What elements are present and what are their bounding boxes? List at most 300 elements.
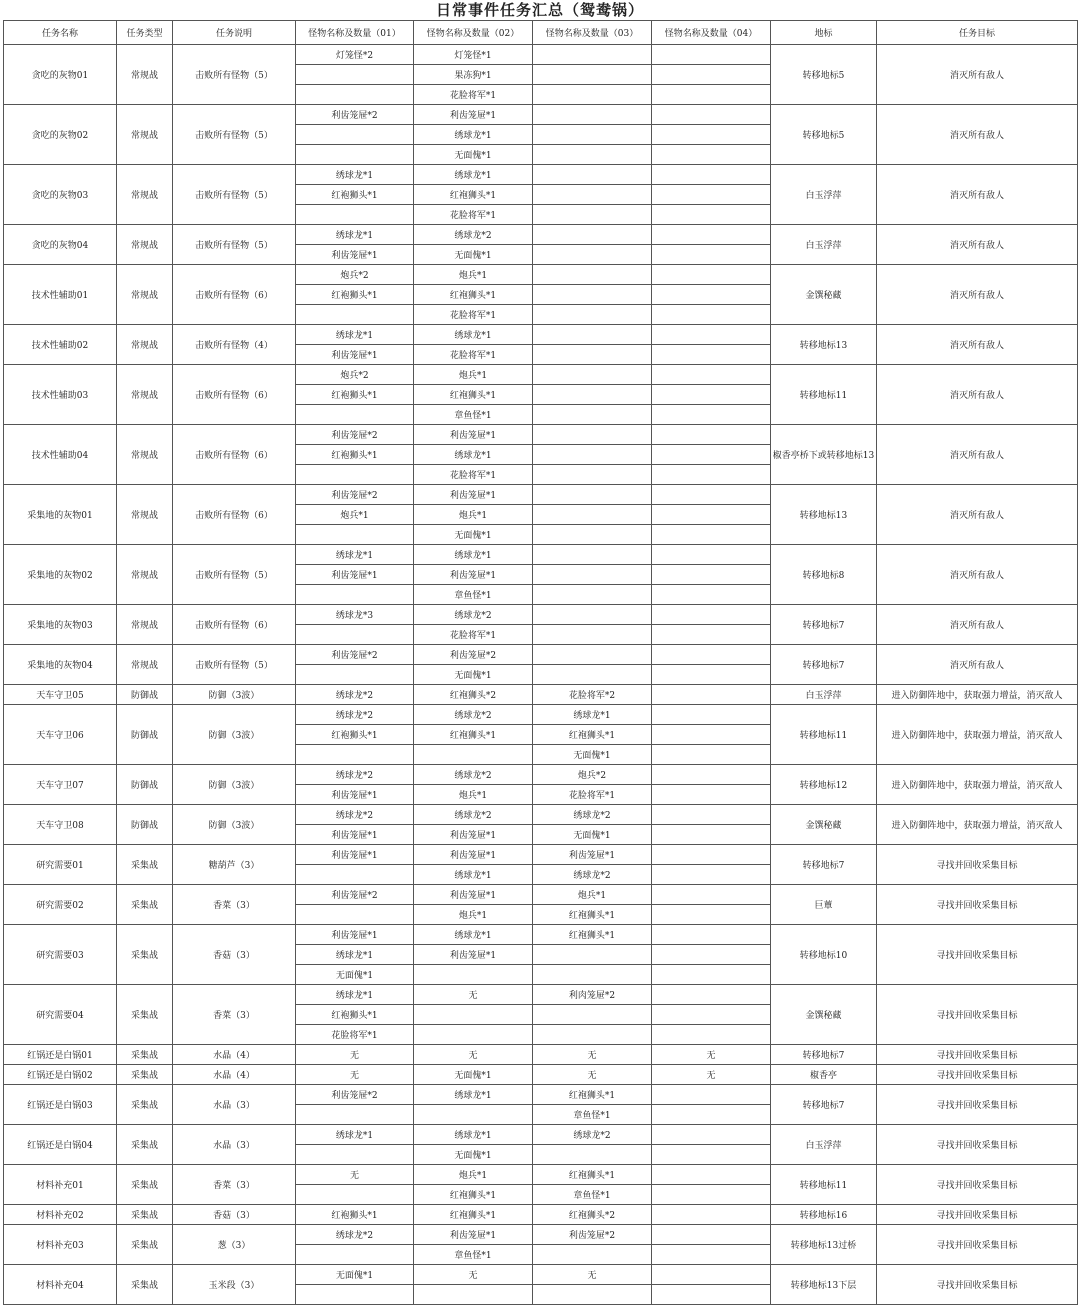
location-cell: 转移地标7 bbox=[771, 645, 877, 685]
monster-cell: 绣球龙*2 bbox=[533, 1125, 652, 1145]
monster-cell bbox=[652, 725, 771, 745]
table-row bbox=[4, 165, 1078, 185]
monster-cell: 红袍狮头*1 bbox=[296, 385, 414, 405]
header-cell: 怪物名称及数量（04） bbox=[652, 21, 771, 45]
monster-cell: 绣球龙*2 bbox=[296, 805, 414, 825]
goal-cell: 消灭所有敌人 bbox=[877, 325, 1078, 365]
table-row bbox=[4, 545, 1078, 565]
monster-cell: 无 bbox=[296, 1165, 414, 1185]
location-cell: 转移地标7 bbox=[771, 605, 877, 645]
task-desc-cell: 水晶（4） bbox=[173, 1065, 296, 1085]
monster-cell bbox=[296, 85, 414, 105]
monster-cell bbox=[652, 705, 771, 725]
monster-cell bbox=[533, 325, 652, 345]
monster-cell: 炮兵*2 bbox=[533, 765, 652, 785]
monster-cell bbox=[533, 385, 652, 405]
task-type-cell: 防御战 bbox=[117, 765, 173, 805]
header-cell: 怪物名称及数量（03） bbox=[533, 21, 652, 45]
monster-cell: 无 bbox=[414, 1265, 533, 1285]
task-desc-cell: 防御（3波） bbox=[173, 765, 296, 805]
location-cell: 转移地标11 bbox=[771, 1165, 877, 1205]
monster-cell: 利齿笼屉*2 bbox=[296, 885, 414, 905]
monster-cell: 花脸将军*1 bbox=[296, 1025, 414, 1045]
monster-cell bbox=[414, 1285, 533, 1305]
task-name-cell: 技术性辅助01 bbox=[4, 265, 117, 325]
monster-cell: 绣球龙*1 bbox=[296, 1125, 414, 1145]
monster-cell bbox=[652, 365, 771, 385]
location-cell: 转移地标16 bbox=[771, 1205, 877, 1225]
monster-cell: 红袍狮头*1 bbox=[414, 285, 533, 305]
location-cell: 转移地标11 bbox=[771, 365, 877, 425]
goal-cell: 寻找并回收采集目标 bbox=[877, 1085, 1078, 1125]
task-name-cell: 采集地的灰物02 bbox=[4, 545, 117, 605]
task-name-cell: 天车守卫07 bbox=[4, 765, 117, 805]
monster-cell bbox=[414, 1025, 533, 1045]
monster-cell: 利齿笼屉*1 bbox=[414, 825, 533, 845]
task-name-cell: 研究需要03 bbox=[4, 925, 117, 985]
task-desc-cell: 击败所有怪物（6） bbox=[173, 425, 296, 485]
location-cell: 转移地标7 bbox=[771, 845, 877, 885]
task-desc-cell: 玉米段（3） bbox=[173, 1265, 296, 1305]
monster-cell: 花脸将军*1 bbox=[414, 465, 533, 485]
monster-cell bbox=[652, 1105, 771, 1125]
monster-cell bbox=[533, 65, 652, 85]
goal-cell: 消灭所有敌人 bbox=[877, 225, 1078, 265]
monster-cell bbox=[533, 305, 652, 325]
monster-cell bbox=[533, 1245, 652, 1265]
header-cell: 任务说明 bbox=[173, 21, 296, 45]
location-cell: 转移地标7 bbox=[771, 1085, 877, 1125]
monster-cell bbox=[652, 665, 771, 685]
monster-cell: 利齿笼屉*1 bbox=[414, 485, 533, 505]
monster-cell: 利齿笼屉*2 bbox=[296, 1085, 414, 1105]
goal-cell: 寻找并回收采集目标 bbox=[877, 1045, 1078, 1065]
monster-cell bbox=[652, 165, 771, 185]
monster-cell: 花脸将军*2 bbox=[533, 685, 652, 705]
monster-cell bbox=[652, 245, 771, 265]
task-desc-cell: 击败所有怪物（5） bbox=[173, 225, 296, 265]
monster-cell: 无面傀*1 bbox=[533, 745, 652, 765]
monster-cell: 炮兵*2 bbox=[296, 265, 414, 285]
task-name-cell: 天车守卫06 bbox=[4, 705, 117, 765]
monster-cell: 无 bbox=[296, 1065, 414, 1085]
monster-cell bbox=[652, 1185, 771, 1205]
monster-cell bbox=[652, 1165, 771, 1185]
task-name-cell: 材料补充04 bbox=[4, 1265, 117, 1305]
monster-cell: 果冻狗*1 bbox=[414, 65, 533, 85]
task-desc-cell: 击败所有怪物（6） bbox=[173, 605, 296, 645]
monster-cell bbox=[296, 745, 414, 765]
goal-cell: 消灭所有敌人 bbox=[877, 365, 1078, 425]
monster-cell: 绣球龙*1 bbox=[414, 445, 533, 465]
table-row bbox=[4, 925, 1078, 945]
monster-cell: 利齿笼屉*1 bbox=[296, 565, 414, 585]
task-name-cell: 贪吃的灰物03 bbox=[4, 165, 117, 225]
monster-cell: 花脸将军*1 bbox=[533, 785, 652, 805]
table-row bbox=[4, 1265, 1078, 1285]
monster-cell bbox=[652, 1005, 771, 1025]
task-type-cell: 常规战 bbox=[117, 425, 173, 485]
task-name-cell: 贪吃的灰物01 bbox=[4, 45, 117, 105]
task-type-cell: 采集战 bbox=[117, 1125, 173, 1165]
monster-cell bbox=[652, 985, 771, 1005]
monster-cell bbox=[296, 405, 414, 425]
goal-cell: 寻找并回收采集目标 bbox=[877, 1065, 1078, 1085]
monster-cell: 炮兵*1 bbox=[414, 785, 533, 805]
monster-cell: 红袍狮头*1 bbox=[414, 385, 533, 405]
task-name-cell: 红锅还是白锅02 bbox=[4, 1065, 117, 1085]
task-desc-cell: 香菇（3） bbox=[173, 925, 296, 985]
monster-cell: 绣球龙*2 bbox=[296, 685, 414, 705]
monster-cell bbox=[533, 1145, 652, 1165]
monster-cell: 花脸将军*1 bbox=[414, 205, 533, 225]
task-type-cell: 常规战 bbox=[117, 605, 173, 645]
location-cell: 金馔秘藏 bbox=[771, 805, 877, 845]
task-name-cell: 红锅还是白锅03 bbox=[4, 1085, 117, 1125]
table-row bbox=[4, 1125, 1078, 1145]
goal-cell: 寻找并回收采集目标 bbox=[877, 1205, 1078, 1225]
monster-cell bbox=[296, 65, 414, 85]
monster-cell: 无 bbox=[414, 1045, 533, 1065]
goal-cell: 寻找并回收采集目标 bbox=[877, 885, 1078, 925]
task-desc-cell: 葱（3） bbox=[173, 1225, 296, 1265]
monster-cell bbox=[533, 105, 652, 125]
monster-cell: 利齿笼屉*1 bbox=[296, 925, 414, 945]
task-desc-cell: 击败所有怪物（5） bbox=[173, 645, 296, 685]
monster-cell: 利齿笼屉*1 bbox=[414, 565, 533, 585]
task-desc-cell: 击败所有怪物（6） bbox=[173, 365, 296, 425]
monster-cell: 灯笼怪*2 bbox=[296, 45, 414, 65]
task-type-cell: 常规战 bbox=[117, 45, 173, 105]
monster-cell: 红袍狮头*1 bbox=[414, 1205, 533, 1225]
monster-cell: 绣球龙*2 bbox=[533, 865, 652, 885]
task-type-cell: 采集战 bbox=[117, 845, 173, 885]
monster-cell bbox=[533, 145, 652, 165]
monster-cell: 章鱼怪*1 bbox=[414, 1245, 533, 1265]
task-desc-cell: 防御（3波） bbox=[173, 805, 296, 845]
header-row bbox=[4, 21, 1078, 45]
table-row bbox=[4, 45, 1078, 65]
table-row bbox=[4, 325, 1078, 345]
monster-cell bbox=[296, 525, 414, 545]
monster-cell: 利齿笼屉*1 bbox=[414, 1225, 533, 1245]
task-desc-cell: 香菇（3） bbox=[173, 1205, 296, 1225]
monster-cell bbox=[652, 825, 771, 845]
monster-cell bbox=[533, 945, 652, 965]
monster-cell bbox=[652, 305, 771, 325]
monster-cell: 绣球龙*1 bbox=[414, 545, 533, 565]
monster-cell bbox=[652, 125, 771, 145]
task-name-cell: 红锅还是白锅04 bbox=[4, 1125, 117, 1165]
table-row bbox=[4, 1205, 1078, 1225]
location-cell: 转移地标13 bbox=[771, 485, 877, 545]
goal-cell: 寻找并回收采集目标 bbox=[877, 1165, 1078, 1205]
task-type-cell: 常规战 bbox=[117, 365, 173, 425]
monster-cell bbox=[652, 385, 771, 405]
monster-cell: 无面傀*1 bbox=[414, 145, 533, 165]
goal-cell: 消灭所有敌人 bbox=[877, 425, 1078, 485]
monster-cell bbox=[533, 405, 652, 425]
task-name-cell: 材料补充03 bbox=[4, 1225, 117, 1265]
header-cell: 任务类型 bbox=[117, 21, 173, 45]
monster-cell: 炮兵*1 bbox=[414, 265, 533, 285]
monster-cell: 花脸将军*1 bbox=[414, 305, 533, 325]
monster-cell bbox=[533, 45, 652, 65]
task-name-cell: 采集地的灰物04 bbox=[4, 645, 117, 685]
table-row bbox=[4, 845, 1078, 865]
task-desc-cell: 击败所有怪物（4） bbox=[173, 325, 296, 365]
task-name-cell: 贪吃的灰物04 bbox=[4, 225, 117, 265]
monster-cell: 利齿笼屉*2 bbox=[296, 645, 414, 665]
goal-cell: 消灭所有敌人 bbox=[877, 485, 1078, 545]
monster-cell bbox=[533, 585, 652, 605]
monster-cell: 无 bbox=[533, 1265, 652, 1285]
monster-cell: 红袍狮头*1 bbox=[414, 185, 533, 205]
monster-cell: 红袍狮头*1 bbox=[296, 285, 414, 305]
monster-cell: 红袍狮头*1 bbox=[533, 1085, 652, 1105]
task-type-cell: 采集战 bbox=[117, 1065, 173, 1085]
monster-cell bbox=[414, 1005, 533, 1025]
task-desc-cell: 水晶（4） bbox=[173, 1045, 296, 1065]
monster-cell: 绣球龙*2 bbox=[533, 805, 652, 825]
task-desc-cell: 水晶（3） bbox=[173, 1125, 296, 1165]
monster-cell: 炮兵*2 bbox=[296, 365, 414, 385]
monster-cell: 章鱼怪*1 bbox=[533, 1105, 652, 1125]
monster-cell bbox=[652, 205, 771, 225]
monster-cell bbox=[652, 965, 771, 985]
monster-cell: 绣球龙*2 bbox=[296, 765, 414, 785]
monster-cell bbox=[533, 545, 652, 565]
monster-cell: 利齿笼屉*1 bbox=[296, 345, 414, 365]
goal-cell: 消灭所有敌人 bbox=[877, 545, 1078, 605]
location-cell: 白玉浮萍 bbox=[771, 165, 877, 225]
monster-cell bbox=[414, 745, 533, 765]
location-cell: 金馔秘藏 bbox=[771, 985, 877, 1045]
monster-cell bbox=[652, 345, 771, 365]
monster-cell bbox=[652, 1125, 771, 1145]
monster-cell bbox=[652, 845, 771, 865]
monster-cell: 绣球龙*2 bbox=[414, 765, 533, 785]
task-type-cell: 常规战 bbox=[117, 645, 173, 685]
monster-cell: 章鱼怪*1 bbox=[533, 1185, 652, 1205]
header-cell: 怪物名称及数量（02） bbox=[414, 21, 533, 45]
monster-cell: 无 bbox=[414, 985, 533, 1005]
monster-cell: 无 bbox=[533, 1065, 652, 1085]
table-row bbox=[4, 105, 1078, 125]
monster-cell bbox=[652, 485, 771, 505]
task-type-cell: 常规战 bbox=[117, 265, 173, 325]
goal-cell: 消灭所有敌人 bbox=[877, 645, 1078, 685]
monster-cell: 无面傀*1 bbox=[414, 245, 533, 265]
monster-cell: 无面傀*1 bbox=[296, 965, 414, 985]
monster-cell bbox=[533, 445, 652, 465]
monster-cell bbox=[296, 905, 414, 925]
table-row bbox=[4, 985, 1078, 1005]
monster-cell bbox=[652, 85, 771, 105]
monster-cell bbox=[296, 125, 414, 145]
task-desc-cell: 防御（3波） bbox=[173, 705, 296, 765]
monster-cell bbox=[533, 465, 652, 485]
monster-cell: 利齿笼屉*2 bbox=[296, 485, 414, 505]
monster-cell bbox=[652, 905, 771, 925]
monster-cell bbox=[533, 205, 652, 225]
goal-cell: 消灭所有敌人 bbox=[877, 165, 1078, 225]
monster-cell bbox=[652, 185, 771, 205]
monster-cell bbox=[652, 685, 771, 705]
monster-cell bbox=[533, 605, 652, 625]
task-name-cell: 采集地的灰物03 bbox=[4, 605, 117, 645]
monster-cell: 利齿笼屉*1 bbox=[533, 845, 652, 865]
monster-cell: 绣球龙*1 bbox=[296, 225, 414, 245]
monster-cell bbox=[296, 305, 414, 325]
monster-cell bbox=[533, 285, 652, 305]
goal-cell: 寻找并回收采集目标 bbox=[877, 985, 1078, 1045]
monster-cell: 绣球龙*2 bbox=[414, 605, 533, 625]
location-cell: 白玉浮萍 bbox=[771, 685, 877, 705]
monster-cell: 无 bbox=[296, 1045, 414, 1065]
task-desc-cell: 香菜（3） bbox=[173, 885, 296, 925]
monster-cell: 灯笼怪*1 bbox=[414, 45, 533, 65]
monster-cell: 红袍狮头*1 bbox=[414, 725, 533, 745]
task-type-cell: 采集战 bbox=[117, 1205, 173, 1225]
monster-cell bbox=[652, 105, 771, 125]
monster-cell bbox=[533, 365, 652, 385]
monster-cell bbox=[652, 925, 771, 945]
task-desc-cell: 糖葫芦（3） bbox=[173, 845, 296, 885]
monster-cell: 绣球龙*1 bbox=[296, 545, 414, 565]
monster-cell: 利齿笼屉*2 bbox=[296, 105, 414, 125]
task-table bbox=[3, 20, 1078, 1305]
table-row bbox=[4, 885, 1078, 905]
table-row bbox=[4, 685, 1078, 705]
table-row bbox=[4, 805, 1078, 825]
monster-cell: 绣球龙*2 bbox=[414, 705, 533, 725]
monster-cell bbox=[533, 525, 652, 545]
monster-cell: 花脸将军*1 bbox=[414, 85, 533, 105]
monster-cell: 利肉笼屉*2 bbox=[533, 985, 652, 1005]
task-type-cell: 常规战 bbox=[117, 545, 173, 605]
task-desc-cell: 水晶（3） bbox=[173, 1085, 296, 1125]
monster-cell bbox=[652, 1205, 771, 1225]
monster-cell bbox=[296, 625, 414, 645]
monster-cell: 无面傀*1 bbox=[414, 1065, 533, 1085]
task-desc-cell: 击败所有怪物（5） bbox=[173, 105, 296, 165]
monster-cell bbox=[652, 1145, 771, 1165]
monster-cell bbox=[652, 545, 771, 565]
table-row bbox=[4, 705, 1078, 725]
location-cell: 转移地标10 bbox=[771, 925, 877, 985]
table-row bbox=[4, 1085, 1078, 1105]
goal-cell: 进入防御阵地中，获取强力增益，消灭敌人 bbox=[877, 765, 1078, 805]
table-row bbox=[4, 645, 1078, 665]
goal-cell: 进入防御阵地中，获取强力增益，消灭敌人 bbox=[877, 805, 1078, 845]
monster-cell bbox=[296, 1245, 414, 1265]
monster-cell bbox=[652, 265, 771, 285]
task-name-cell: 研究需要04 bbox=[4, 985, 117, 1045]
monster-cell bbox=[533, 1285, 652, 1305]
monster-cell: 利齿笼屉*1 bbox=[296, 785, 414, 805]
task-type-cell: 采集战 bbox=[117, 925, 173, 985]
monster-cell bbox=[533, 665, 652, 685]
monster-cell: 红袍狮头*1 bbox=[533, 1165, 652, 1185]
task-name-cell: 研究需要01 bbox=[4, 845, 117, 885]
monster-cell: 红袍狮头*2 bbox=[533, 1205, 652, 1225]
monster-cell: 绣球龙*3 bbox=[296, 605, 414, 625]
task-name-cell: 贪吃的灰物02 bbox=[4, 105, 117, 165]
task-type-cell: 采集战 bbox=[117, 1225, 173, 1265]
task-type-cell: 防御战 bbox=[117, 805, 173, 845]
monster-cell: 绣球龙*1 bbox=[414, 865, 533, 885]
monster-cell: 红袍狮头*1 bbox=[414, 1185, 533, 1205]
monster-cell: 绣球龙*2 bbox=[296, 705, 414, 725]
task-name-cell: 红锅还是白锅01 bbox=[4, 1045, 117, 1065]
monster-cell bbox=[533, 1025, 652, 1045]
goal-cell: 进入防御阵地中，获取强力增益，消灭敌人 bbox=[877, 705, 1078, 765]
header-cell: 怪物名称及数量（01） bbox=[296, 21, 414, 45]
monster-cell bbox=[296, 1285, 414, 1305]
monster-cell bbox=[652, 585, 771, 605]
monster-cell bbox=[533, 125, 652, 145]
monster-cell: 红袍狮头*1 bbox=[296, 1005, 414, 1025]
monster-cell: 炮兵*1 bbox=[414, 905, 533, 925]
header-cell: 任务名称 bbox=[4, 21, 117, 45]
monster-cell bbox=[296, 465, 414, 485]
task-desc-cell: 击败所有怪物（5） bbox=[173, 165, 296, 225]
goal-cell: 寻找并回收采集目标 bbox=[877, 925, 1078, 985]
monster-cell: 利齿笼屉*1 bbox=[414, 425, 533, 445]
monster-cell: 红袍狮头*1 bbox=[296, 185, 414, 205]
monster-cell bbox=[533, 425, 652, 445]
monster-cell: 无面傀*1 bbox=[414, 1145, 533, 1165]
monster-cell bbox=[533, 485, 652, 505]
monster-cell bbox=[533, 1005, 652, 1025]
location-cell: 椒香亭桥下或转移地标13 bbox=[771, 425, 877, 485]
monster-cell bbox=[296, 1105, 414, 1125]
monster-cell: 绣球龙*1 bbox=[296, 945, 414, 965]
monster-cell: 绣球龙*1 bbox=[414, 1125, 533, 1145]
monster-cell: 利齿笼屉*1 bbox=[414, 945, 533, 965]
monster-cell bbox=[652, 1285, 771, 1305]
monster-cell bbox=[652, 605, 771, 625]
table-row bbox=[4, 485, 1078, 505]
location-cell: 白玉浮萍 bbox=[771, 1125, 877, 1165]
monster-cell: 绣球龙*1 bbox=[414, 125, 533, 145]
task-type-cell: 采集战 bbox=[117, 885, 173, 925]
task-name-cell: 天车守卫05 bbox=[4, 685, 117, 705]
monster-cell: 无面傀*1 bbox=[414, 665, 533, 685]
monster-cell: 无 bbox=[652, 1045, 771, 1065]
table-row bbox=[4, 1045, 1078, 1065]
monster-cell: 绣球龙*1 bbox=[414, 165, 533, 185]
monster-cell: 炮兵*1 bbox=[414, 365, 533, 385]
monster-cell bbox=[533, 965, 652, 985]
goal-cell: 寻找并回收采集目标 bbox=[877, 1225, 1078, 1265]
monster-cell: 利齿笼屉*1 bbox=[414, 105, 533, 125]
monster-cell bbox=[533, 645, 652, 665]
monster-cell: 花脸将军*1 bbox=[414, 345, 533, 365]
monster-cell bbox=[652, 1025, 771, 1045]
monster-cell: 红袍狮头*1 bbox=[533, 725, 652, 745]
monster-cell: 无面傀*1 bbox=[296, 1265, 414, 1285]
goal-cell: 寻找并回收采集目标 bbox=[877, 1265, 1078, 1305]
monster-cell bbox=[652, 645, 771, 665]
task-name-cell: 技术性辅助02 bbox=[4, 325, 117, 365]
monster-cell bbox=[533, 625, 652, 645]
task-name-cell: 采集地的灰物01 bbox=[4, 485, 117, 545]
task-name-cell: 天车守卫08 bbox=[4, 805, 117, 845]
monster-cell bbox=[533, 565, 652, 585]
task-type-cell: 常规战 bbox=[117, 325, 173, 365]
